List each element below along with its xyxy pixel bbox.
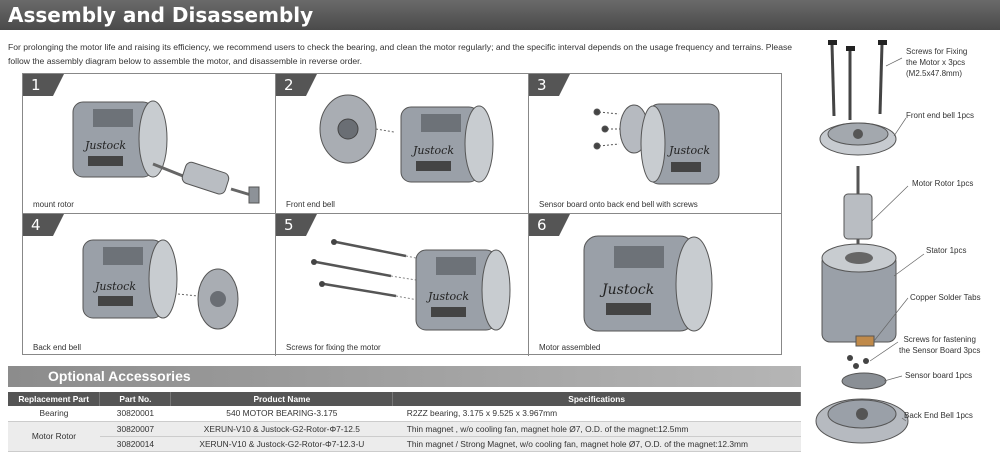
step-number: 6 xyxy=(537,216,547,234)
step-2-panel xyxy=(276,74,529,214)
spec-cell: R2ZZ bearing, 3.175 x 9.525 x 3.967mm xyxy=(393,406,801,421)
intro-paragraph: For prolonging the motor life and raising its efficiency, we recommend users to check the bearing, and clean the motor regularly; and the specific interval depends on the usage frequency and terrains. Please follow the assembly diagram below to assemble the motor, and disassemble in reverse order. xyxy=(8,42,793,66)
svg-text:Justock: Justock xyxy=(85,139,127,152)
label-front-end-bell: Front end bell 1pcs xyxy=(906,111,975,120)
label-stator: Stator 1pcs xyxy=(926,246,967,255)
step-caption: Motor assembled xyxy=(539,343,601,352)
part-no-cell: 30820014 xyxy=(100,436,171,451)
step-caption: Back end bell xyxy=(33,343,82,352)
svg-text:Justock: Justock xyxy=(669,144,711,157)
svg-text:Justock: Justock xyxy=(428,290,470,303)
motor-rotor-illustration xyxy=(23,74,276,214)
optional-accessories-bar xyxy=(8,366,801,387)
label-line: (M2.5x47.8mm) xyxy=(906,69,963,78)
part-no-cell: 30820001 xyxy=(100,406,171,421)
table-row xyxy=(8,436,801,451)
exploded-view-diagram xyxy=(806,36,1000,463)
column-header: Product Name xyxy=(171,392,393,406)
back-end-bell-illustration xyxy=(23,214,276,356)
label-motor-rotor: Motor Rotor 1pcs xyxy=(912,179,974,188)
section-title: Assembly and Disassembly xyxy=(8,3,314,27)
step-1-panel xyxy=(23,74,276,214)
label-screws-fixing xyxy=(906,46,967,79)
svg-text:Justock: Justock xyxy=(602,282,655,298)
product-name-cell: XERUN-V10 & Justock-G2-Rotor-Φ7-12.3-U xyxy=(171,436,393,451)
step-number: 5 xyxy=(284,216,294,234)
step-number: 3 xyxy=(537,76,547,94)
part-cell: Motor Rotor xyxy=(8,421,100,451)
svg-text:Justock: Justock xyxy=(413,144,455,157)
step-5-panel xyxy=(276,214,529,356)
label-line: the Sensor Board 3pcs xyxy=(899,346,981,355)
step-3-panel xyxy=(529,74,782,214)
step-caption: Front end bell xyxy=(286,200,335,209)
table-row xyxy=(8,421,801,436)
label-sensor-board: Sensor board 1pcs xyxy=(905,371,973,380)
table-row xyxy=(8,406,801,421)
label-line: Screws for Fixing xyxy=(906,47,968,56)
step-4-panel xyxy=(23,214,276,356)
step-caption: mount rotor xyxy=(33,200,74,209)
section-header-bar xyxy=(0,0,1000,30)
assembly-steps-grid xyxy=(22,73,782,355)
label-back-end-bell: Back End Bell 1pcs xyxy=(904,411,973,420)
product-name-cell: 540 MOTOR BEARING-3.175 xyxy=(171,406,393,421)
part-no-cell: 30820007 xyxy=(100,421,171,436)
svg-text:Justock: Justock xyxy=(95,280,137,293)
step-caption: Screws for fixing the motor xyxy=(286,343,381,352)
column-header: Part No. xyxy=(100,392,171,406)
exploded-parts-illustration xyxy=(806,36,1000,463)
label-line: Screws for fastening xyxy=(903,335,976,344)
motor-screws-illustration xyxy=(276,214,529,356)
product-name-cell: XERUN-V10 & Justock-G2-Rotor-Φ7-12.5 xyxy=(171,421,393,436)
column-header: Specifications xyxy=(393,392,801,406)
optional-accessories-title: Optional Accessories xyxy=(48,368,191,384)
table-header-row xyxy=(8,392,801,406)
step-number: 4 xyxy=(31,216,41,234)
front-end-bell-illustration xyxy=(276,74,529,214)
part-cell: Bearing xyxy=(8,406,100,421)
column-header: Replacement Part xyxy=(8,392,100,406)
step-caption: Sensor board onto back end bell with screws xyxy=(539,200,698,209)
spec-cell: Thin magnet / Strong Magnet, w/o cooling fan, magnet hole Ø7, O.D. of the magnet:12.3mm xyxy=(393,436,801,451)
sensor-board-illustration xyxy=(529,74,782,214)
accessories-table xyxy=(8,392,801,452)
label-line: the Motor x 3pcs xyxy=(906,58,966,67)
step-number: 1 xyxy=(31,76,41,94)
spec-cell: Thin magnet , w/o cooling fan, magnet hole Ø7, O.D. of the magnet:12.5mm xyxy=(393,421,801,436)
label-screws-sensor xyxy=(899,334,980,356)
label-copper-solder-tabs: Copper Solder Tabs xyxy=(910,293,981,302)
step-number: 2 xyxy=(284,76,294,94)
assembled-motor-illustration xyxy=(529,214,782,356)
step-6-panel xyxy=(529,214,782,356)
